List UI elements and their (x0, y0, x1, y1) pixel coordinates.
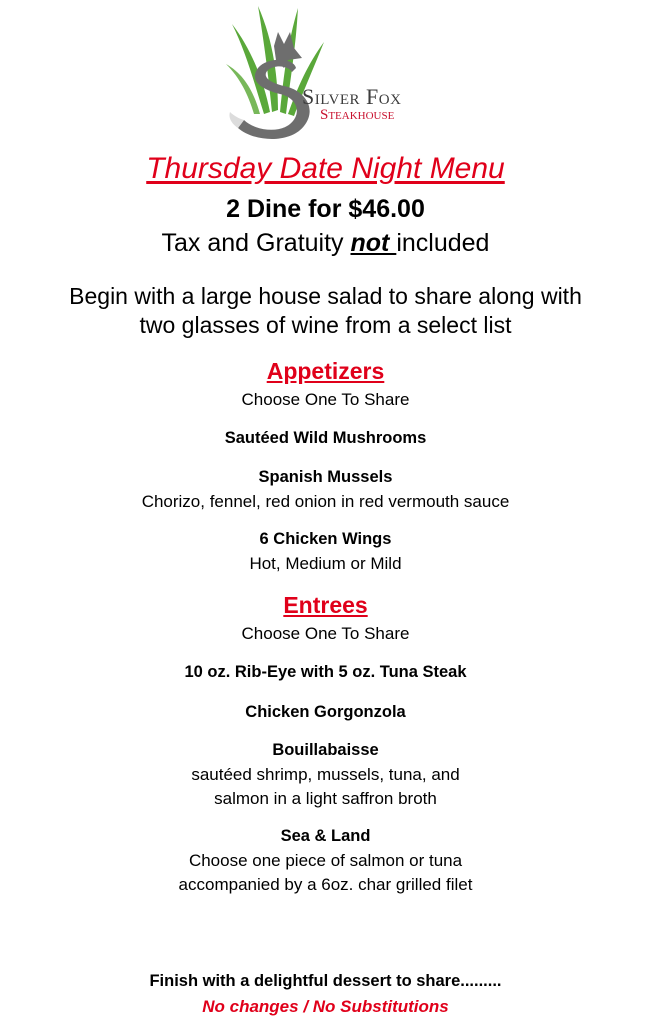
brand-name: Silver Fox (302, 84, 402, 109)
brand-subtitle: Steakhouse (320, 107, 395, 123)
tax-suffix: included (396, 229, 490, 257)
menu-title: Thursday Date Night Menu (146, 152, 505, 185)
policy-note: No changes / No Substitutions (202, 997, 449, 1016)
appetizer-item-name: Spanish Mussels (258, 468, 393, 486)
brand-wordmark (302, 84, 401, 124)
appetizer-item-desc: Chorizo, fennel, red onion in red vermouth sauce (141, 492, 510, 511)
entree-item-desc: sautéed shrimp, mussels, tuna, and (191, 765, 460, 784)
intro-line-2: two glasses of wine from a select list (139, 312, 512, 338)
silver-fox-logo (224, 2, 444, 152)
entree-item-name: Bouillabaisse (272, 741, 379, 759)
entrees-heading: Entrees (283, 592, 368, 618)
tax-line (0, 229, 651, 258)
entree-item-desc: Choose one piece of salmon or tuna (188, 851, 463, 870)
tax-prefix: Tax and Gratuity (161, 229, 351, 257)
price-line: 2 Dine for $46.00 (226, 195, 425, 223)
appetizer-item-name: Sautéed Wild Mushrooms (224, 429, 427, 447)
entrees-note: Choose One To Share (241, 624, 410, 643)
appetizers-note: Choose One To Share (241, 390, 410, 409)
entree-item-name: 10 oz. Rib-Eye with 5 oz. Tuna Steak (184, 663, 467, 681)
tax-emphasis: not (350, 229, 397, 257)
dessert-note: Finish with a delightful dessert to share......... (149, 972, 502, 990)
appetizers-heading: Appetizers (266, 358, 385, 384)
entree-item-desc: accompanied by a 6oz. char grilled filet (178, 875, 473, 894)
intro-line-1: Begin with a large house salad to share along with (69, 283, 582, 309)
appetizer-item-name: 6 Chicken Wings (259, 530, 392, 548)
fox-grass-logo-icon (224, 2, 444, 152)
entree-item-name: Chicken Gorgonzola (245, 703, 406, 721)
entree-item-desc: salmon in a light saffron broth (214, 789, 437, 808)
entree-item-name: Sea & Land (280, 827, 371, 845)
appetizer-item-desc: Hot, Medium or Mild (249, 554, 402, 573)
